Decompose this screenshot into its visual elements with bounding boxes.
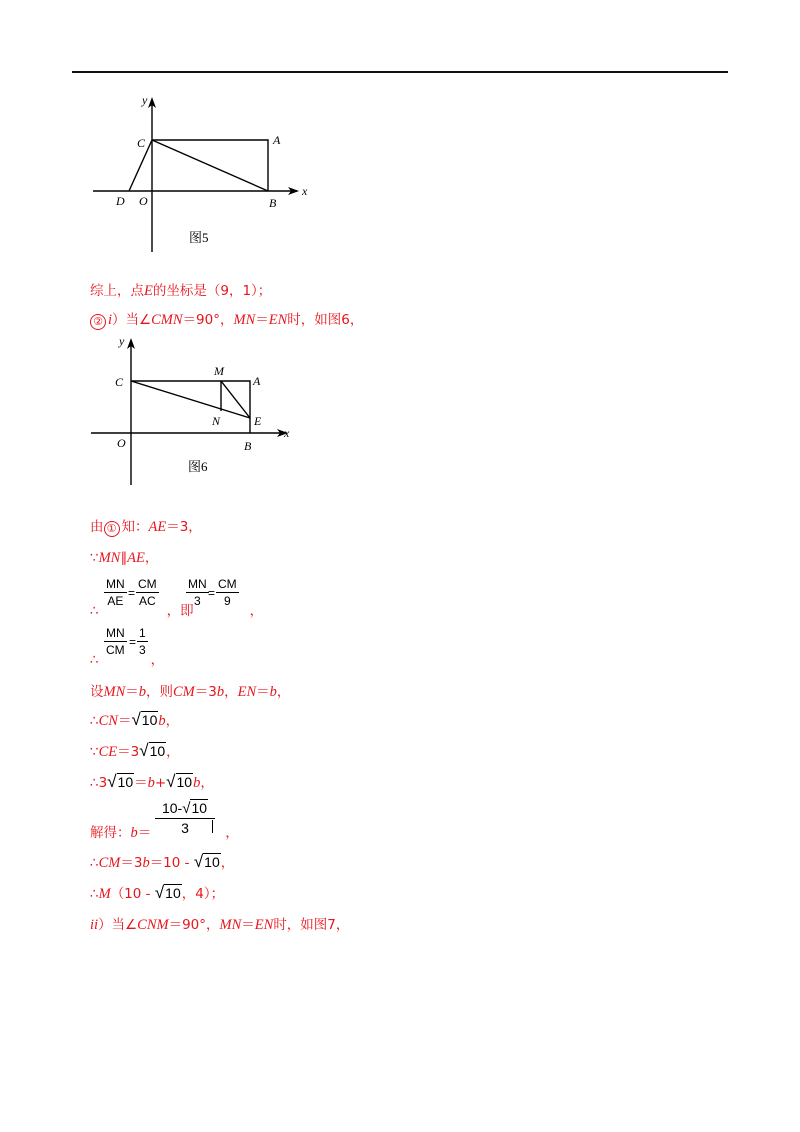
sqrt-10: √10	[193, 852, 220, 871]
fig6-caption: 图6	[188, 459, 208, 474]
fig6-label-y: y	[119, 334, 125, 348]
fraction-cm-9: CM 9	[218, 577, 237, 608]
figure-5	[85, 92, 325, 257]
line-m-coordinates: ∴M（10 - √10，4）；	[90, 883, 225, 902]
sqrt-10: √10	[154, 883, 181, 902]
line-case-ii: ii）当∠CNM＝90°，MN＝EN时，如图7，	[90, 917, 350, 933]
sqrt-10: √10	[107, 772, 134, 791]
equals-sign-2: =	[208, 586, 216, 600]
line-case-i: ② i）当∠CMN＝90°，MN＝EN时，如图6，	[90, 308, 363, 330]
line-ratio-1: ∴ ，即 ，	[90, 603, 264, 619]
line-equation: ∴3√10＝b+√10b，	[90, 772, 214, 791]
fig5-label-b: B	[269, 196, 277, 210]
fraction-1-3: 1 3	[139, 626, 146, 657]
line-ce: ∵CE＝3√10，	[90, 741, 180, 760]
fig5-caption: 图5	[189, 230, 209, 245]
fig6-label-o: O	[117, 436, 126, 450]
fraction-cm-ac: CM AC	[138, 577, 157, 608]
fraction-mn-3: MN 3	[188, 577, 207, 608]
line-cm-value: ∴CM＝3b＝10 - √10，	[90, 852, 235, 871]
fig6-segment-me	[221, 381, 250, 418]
line-let-b: 设MN＝b，则CM＝3b，EN＝b，	[90, 684, 291, 700]
figure-6	[85, 333, 310, 488]
fig5-segment-cb	[152, 140, 268, 191]
line-solve: 解得：b＝ ，	[90, 825, 239, 841]
fraction-mn-cm: MN CM	[106, 626, 125, 657]
fig6-label-n: N	[212, 414, 221, 428]
fraction-mn-ae: MN AE	[106, 577, 125, 608]
fig5-label-x: x	[302, 184, 308, 198]
line-from-1: 由 ① 知：AE＝3，	[90, 519, 202, 535]
fig6-label-c: C	[115, 375, 124, 389]
fig6-label-e: E	[254, 414, 262, 428]
sqrt-10: √10	[166, 772, 193, 791]
fig6-label-m: M	[214, 364, 224, 378]
fig5-label-y: y	[142, 93, 148, 107]
line-parallel: ∵MN∥AE，	[90, 550, 159, 566]
sqrt-10: √10	[131, 710, 158, 729]
fig6-label-b: B	[244, 439, 252, 453]
fig5-label-o: O	[139, 194, 148, 208]
fig6-label-a: A	[253, 374, 261, 388]
fig5-label-d: D	[116, 194, 125, 208]
equals-sign-3: =	[129, 635, 137, 649]
sqrt-10: √10	[139, 741, 166, 760]
fig6-label-x: x	[284, 426, 290, 440]
fig6-segment-ce	[131, 381, 250, 418]
header-rule	[72, 71, 728, 73]
fraction-b-solution: 10-√10 3	[155, 800, 215, 836]
line-summary: 综上，点E的坐标是（9，1）；	[90, 283, 272, 299]
fig5-label-a: A	[273, 133, 281, 147]
sqrt-10: √10	[182, 800, 208, 817]
line-ratio-2: ∴ ，	[90, 652, 165, 668]
fig5-label-c: C	[137, 136, 146, 150]
fig6-rectangle	[131, 381, 250, 433]
line-cn: ∴CN＝√10b，	[90, 710, 180, 729]
equals-sign-1: =	[128, 586, 136, 600]
